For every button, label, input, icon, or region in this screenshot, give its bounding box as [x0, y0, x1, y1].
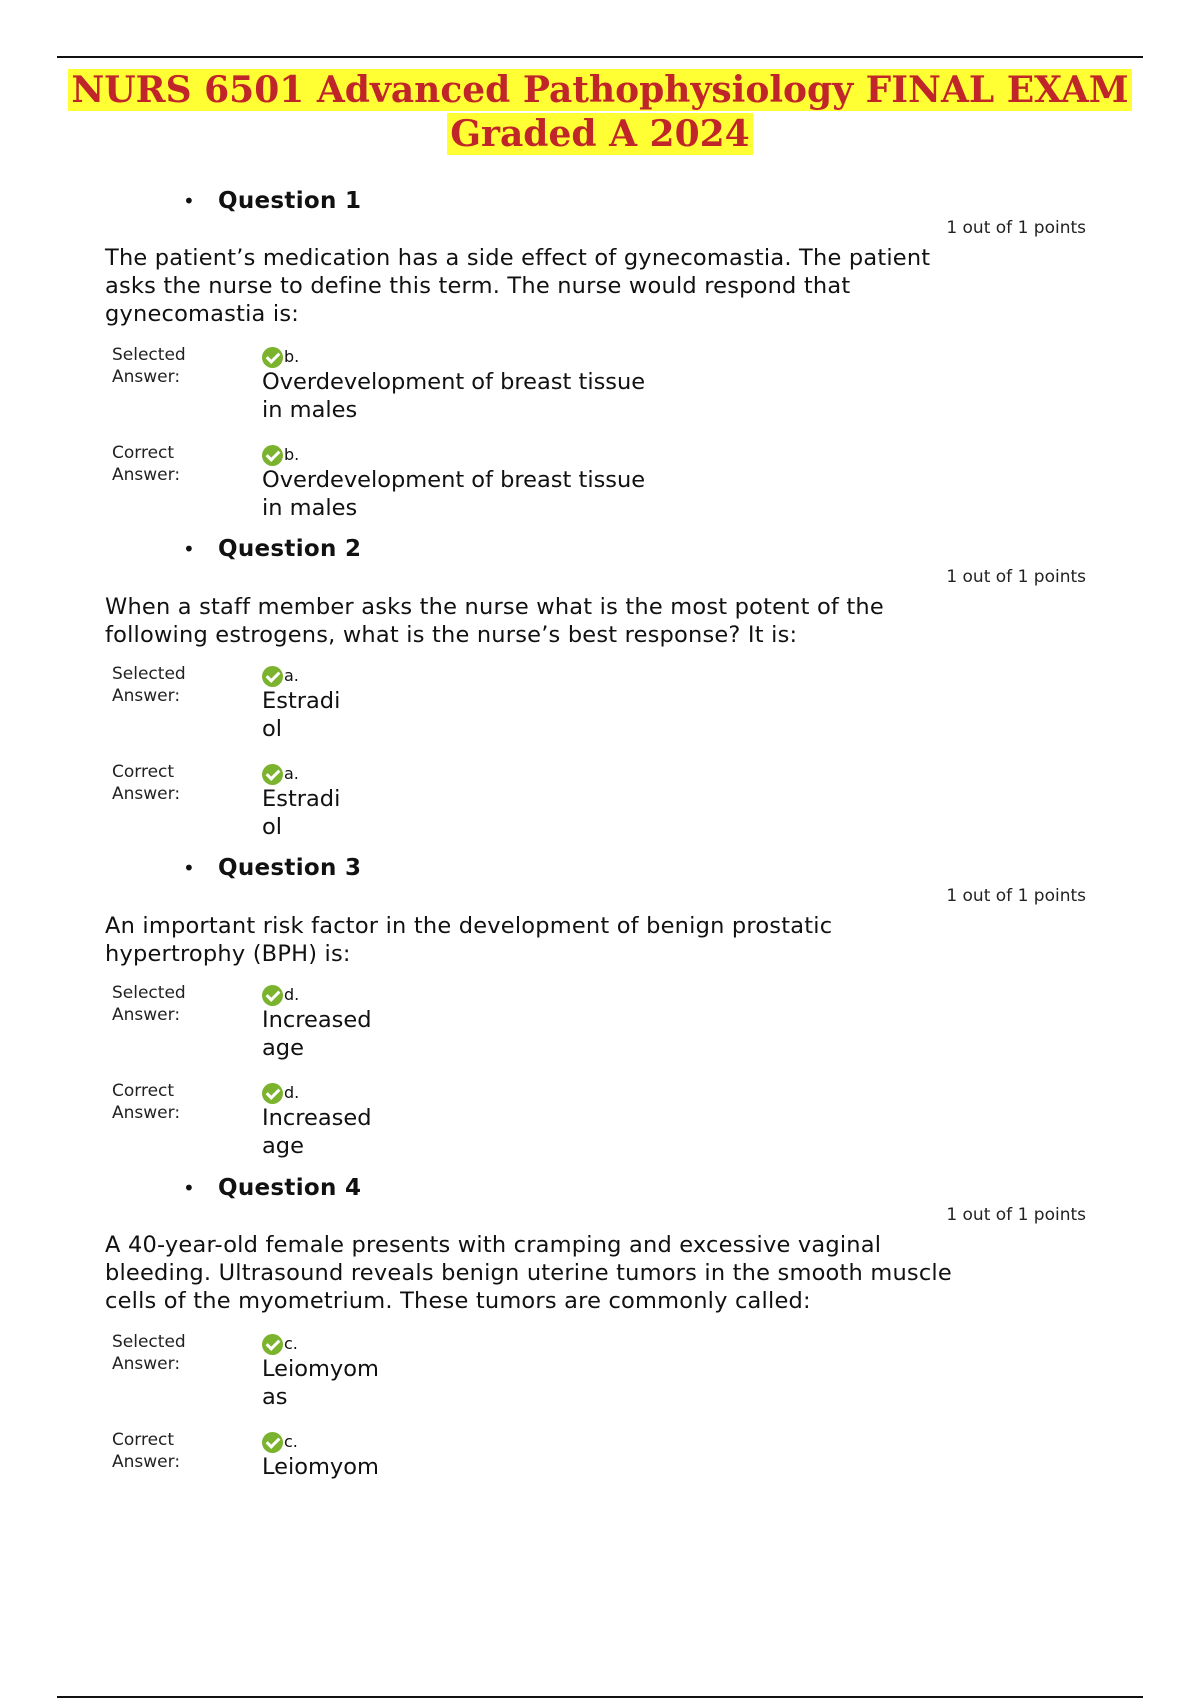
- question-4-points: 1 out of 1 points: [946, 1205, 1086, 1225]
- question-2-heading: • Question 2: [183, 536, 362, 562]
- question-3-points: 1 out of 1 points: [946, 886, 1086, 906]
- selected-answer-label: Selected Answer:: [112, 345, 186, 387]
- top-rule: [57, 56, 1143, 58]
- question-3-selected-answer: d. Increased age: [262, 985, 372, 1061]
- question-1-heading: • Question 1: [183, 188, 362, 214]
- selected-answer-label: Selected Answer:: [112, 1332, 186, 1374]
- correct-answer-label: Correct Answer:: [112, 1081, 181, 1123]
- correct-answer-label: Correct Answer:: [112, 1430, 181, 1472]
- question-2-correct-answer: a. Estradi ol: [262, 764, 341, 840]
- correct-answer-label: Correct Answer:: [112, 762, 181, 804]
- question-1-correct-answer: b. Overdevelopment of breast tissue in males: [262, 445, 646, 521]
- correct-answer-label: Correct Answer:: [112, 443, 181, 485]
- question-4-text: A 40-year-old female presents with cramping and excessive vaginal bleeding. Ultrasound reveals benign uterine tumors in the smooth muscle cells of the myometrium. These tumors are commonly called:: [105, 1232, 952, 1314]
- check-circle-icon: [262, 764, 283, 785]
- question-1-selected-answer: b. Overdevelopment of breast tissue in males: [262, 347, 646, 423]
- question-3-text: An important risk factor in the development of benign prostatic hypertrophy (BPH) is:: [105, 913, 833, 967]
- check-circle-icon: [262, 445, 283, 466]
- check-circle-icon: [262, 1083, 283, 1104]
- bullet-icon: •: [183, 1176, 196, 1200]
- check-circle-icon: [262, 666, 283, 687]
- question-1-text: The patient’s medication has a side effect of gynecomastia. The patient asks the nurse to define this term. The nurse would respond that gynecomastia is:: [105, 245, 931, 327]
- question-2-points: 1 out of 1 points: [946, 567, 1086, 587]
- bullet-icon: •: [183, 537, 196, 561]
- page-title: [60, 68, 1140, 156]
- bullet-icon: •: [183, 189, 196, 213]
- check-circle-icon: [262, 985, 283, 1006]
- question-2-text: When a staff member asks the nurse what is the most potent of the following estrogens, what is the nurse’s best response? It is:: [105, 594, 884, 648]
- selected-answer-label: Selected Answer:: [112, 664, 186, 706]
- question-2-selected-answer: a. Estradi ol: [262, 666, 341, 742]
- check-circle-icon: [262, 347, 283, 368]
- bottom-rule: [57, 1696, 1143, 1698]
- selected-answer-label: Selected Answer:: [112, 983, 186, 1025]
- check-circle-icon: [262, 1334, 283, 1355]
- question-4-selected-answer: c. Leiomyom as: [262, 1334, 379, 1410]
- question-3-correct-answer: d. Increased age: [262, 1083, 372, 1159]
- question-3-heading: • Question 3: [183, 855, 362, 881]
- title-highlight: NURS 6501 Advanced Pathophysiology FINAL EXAM Graded A 2024: [68, 69, 1131, 155]
- question-4-heading: • Question 4: [183, 1175, 362, 1201]
- check-circle-icon: [262, 1432, 283, 1453]
- question-4-correct-answer: c. Leiomyom: [262, 1432, 379, 1480]
- question-1-points: 1 out of 1 points: [946, 218, 1086, 238]
- bullet-icon: •: [183, 856, 196, 880]
